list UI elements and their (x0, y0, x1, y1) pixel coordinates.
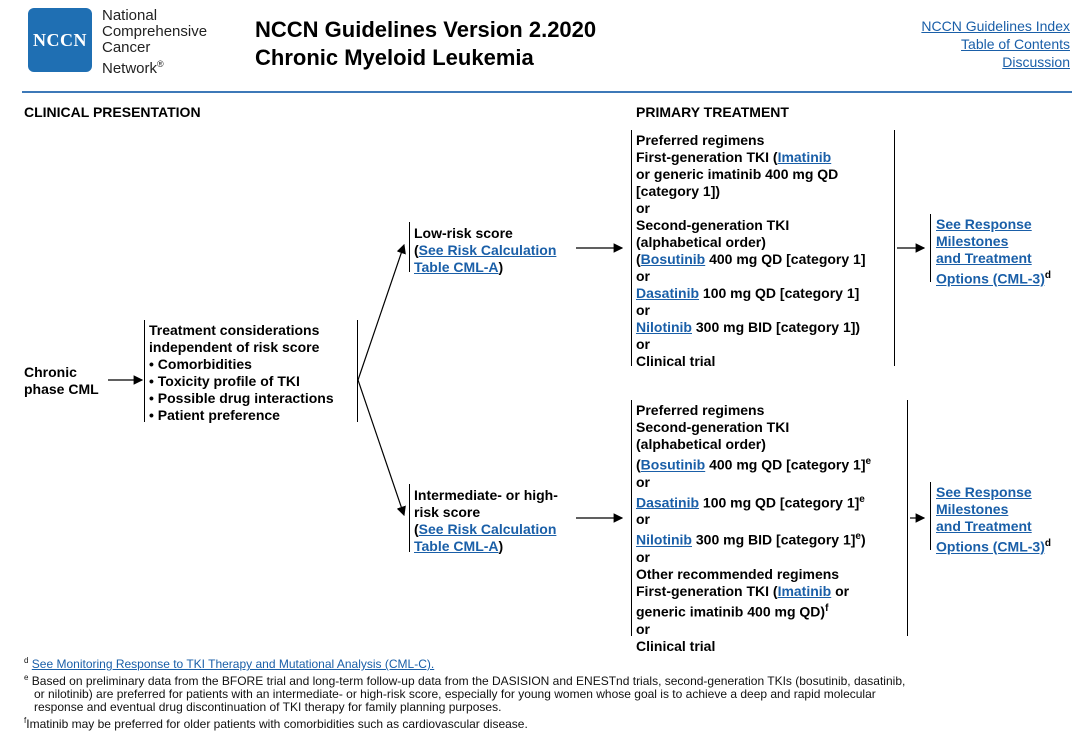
arrow-to-low-risk (358, 245, 404, 380)
low-risk-treatment: Preferred regimens First-generation TKI (Imatinib or generic imatinib 400 mg QD [category 1]) or Second-generation TKI (alphabetical order) (Bosutinib 400 mg QD [category 1] or Dasatinib 100 mg QD [category 1] or Nilotinib 300 mg BID [category 1]) or Clinical trial (636, 132, 866, 369)
considerations-left-bar (144, 320, 145, 422)
guidelines-index-link[interactable]: NCCN Guidelines Index (921, 18, 1070, 34)
bosutinib-link[interactable]: Bosutinib (640, 456, 706, 473)
organization-name: National Comprehensive Cancer Network® (102, 7, 208, 77)
response-milestones-high[interactable]: See Response Milestones and Treatment Options $(CML-3)^d$ (936, 484, 1051, 555)
low-risk-score: Low-risk score (See Risk Calculation Table CML-A) (414, 225, 557, 275)
list-item: • Comorbidities (149, 356, 252, 372)
intermediate-high-risk-score: Intermediate- or high- risk score (See Risk Calculation Table CML-A) (414, 487, 558, 554)
footnotes: $^d$ See Monitoring Response to TKI Therapy and Mutational Analysis (CML-C). $^e$ Based on preliminary data from the BFORE trial and long-term follow-up data from the DASISION and ENESTnd trials, second-generation TKIs (bosutinib, dasatinib, or nilotinib) are preferred for patients with an intermediate- or high-risk score, especially for young women whose goal is to achieve a deep and rapid molecular response and eventual drug discontinuation of TKI therapy for family planning purposes. $^f$Imatinib may be preferred for older patients with comorbidities such as cardiovascular disease. (24, 654, 1064, 731)
imatinib-link[interactable]: Imatinib (777, 582, 832, 599)
footnote-d: $^d$ See Monitoring Response to TKI Therapy and Mutational Analysis (CML-C). (24, 656, 435, 671)
monitoring-response-link[interactable]: See Monitoring Response to TKI Therapy and Mutational Analysis (CML-C). (31, 657, 435, 671)
response-milestones-low[interactable]: See Response Milestones and Treatment Options $(CML-3)^d$ (936, 216, 1051, 287)
dasatinib-link[interactable]: Dasatinib (636, 494, 700, 511)
clinical-presentation-heading: CLINICAL PRESENTATION (24, 104, 201, 120)
table-of-contents-link[interactable]: Table of Contents (961, 36, 1070, 52)
risk-calculation-link[interactable]: See Risk Calculation (418, 521, 557, 537)
risk-calculation-link[interactable]: See Risk Calculation (418, 242, 557, 258)
chronic-phase-cml: Chronic phase CML (24, 364, 99, 397)
low-treatment-left-bar (631, 130, 632, 366)
imatinib-link[interactable]: Imatinib (777, 149, 832, 165)
discussion-link[interactable]: Discussion (1002, 54, 1070, 70)
primary-treatment-heading: PRIMARY TREATMENT (636, 104, 789, 120)
page-title: NCCN Guidelines Version 2.2020 Chronic Myeloid Leukemia (255, 17, 597, 70)
treatment-considerations: Treatment considerations independent of risk score • Comorbidities • Toxicity profile of TKI • Possible drug interactions • Patient preference (149, 322, 359, 424)
list-item: • Patient preference (149, 407, 280, 423)
nilotinib-link[interactable]: Nilotinib (636, 531, 692, 548)
footnote-f: $^f$Imatinib may be preferred for older patients with comorbidities such as cardiovascular disease. (24, 716, 528, 731)
list-item: • Possible drug interactions (149, 390, 334, 406)
response-high-bar (930, 482, 931, 550)
risk-calculation-link[interactable]: Table CML-A (414, 259, 499, 275)
response-low-bar (930, 214, 931, 282)
low-risk-bar (409, 222, 410, 272)
dasatinib-link[interactable]: Dasatinib (636, 285, 700, 301)
high-risk-bar (409, 484, 410, 552)
risk-calculation-link[interactable]: Table CML-A (414, 538, 499, 554)
nilotinib-link[interactable]: Nilotinib (636, 319, 692, 335)
logo-text: NCCN (33, 29, 87, 50)
bosutinib-link[interactable]: Bosutinib (640, 251, 706, 267)
list-item: • Toxicity profile of TKI (149, 373, 300, 389)
high-treatment-left-bar (631, 400, 632, 636)
arrow-to-high-risk (358, 380, 404, 515)
footnote-e: $^e$ Based on preliminary data from the BFORE trial and long-term follow-up data from the DASISION and ENESTnd trials, second-generation TKIs (bosutinib, dasatinib, (24, 673, 906, 688)
high-risk-treatment: Preferred regimens Second-generation TKI (alphabetical order) (Bosutinib 400 mg QD [category 1]$^e$ or Dasatinib 100 mg QD [category 1]$^e$ or Nilotinib 300 mg BID [category 1]$^e$) or Other recommended regimens First-generation TKI (Imatinib or generic imatinib 400 mg QD)$^f$ or Clinical trial (636, 402, 872, 654)
